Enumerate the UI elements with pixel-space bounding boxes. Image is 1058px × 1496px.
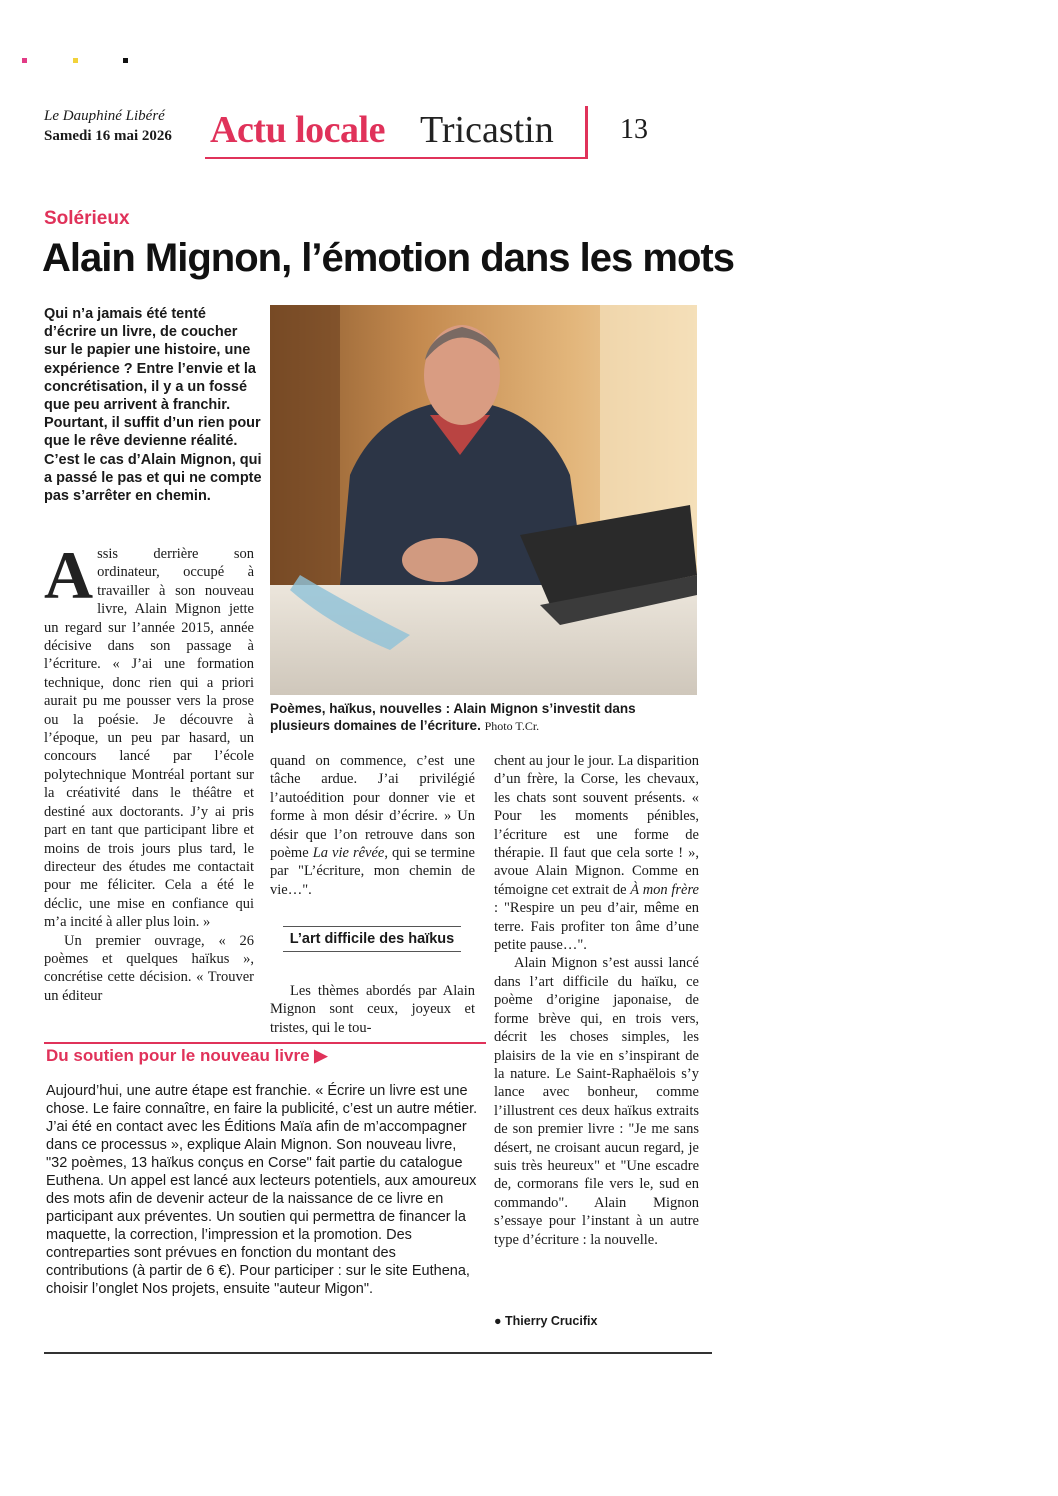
column-3-paragraph-2: Alain Mignon s’est aussi lancé dans l’art difficile du haïku, ce poème d’origine japonaise, de forme brève qui, en trois vers, décrit les choses simples, les plaisirs de la vie en s’inspirant de la nature. Le Saint-Raphaëlois s’y lance avec bonheur, comme l’illustrent ces deux haïkus extraits de son premier livre : "Je me sans désert, ne croisant aucun regard, je suis très heureux" et "Une escadre de, cormorans file vers le, sud en commando". Alain Mignon s’essaye pour l’instant à un autre type d’écriture : la nouvelle.	[494, 955, 699, 1248]
article-column-2	[270, 752, 475, 899]
issue-date: Samedi 16 mai 2026	[44, 128, 172, 144]
bottom-rule	[44, 1352, 712, 1354]
registration-mark-magenta	[22, 58, 27, 63]
portrait-illustration	[270, 305, 697, 695]
registration-mark-yellow	[73, 58, 78, 63]
box-top-rule	[44, 1042, 486, 1044]
article-column-2-continued	[270, 982, 475, 1037]
article-kicker: Solérieux	[44, 208, 130, 229]
sidebar-box-text: Aujourd’hui, une autre étape est franchie. « Écrire un livre est une chose. Le faire connaître, en faire la publicité, c’est un autre métier. J’ai été en contact avec les Éditions Maïa afin de m’accompagner dans ce processus », explique Alain Mignon. Son nouveau livre, "32 poèmes, 13 haïkus conçus en Corse" fait partie du catalogue Euthena. Un appel est lancé aux lecteurs potentiels, aux amoureux des mots afin de devenir acteur de la naissance de ce livre en participant aux préventes. Un soutien qui permettra de financer la maquette, la correction, l’impression et la promotion. Des contreparties sont prévues en fonction du montant des contributions (à partir de 6 €). Pour participer : sur le site Euthena, choisir l’onglet Nos projets, ensuite "auteur Migon".	[46, 1083, 478, 1297]
article-lead: Qui n’a jamais été tenté d’écrire un livre, de coucher sur le papier une histoire, une expérience ? Entre l’envie et la concrétisation, il y a un fossé que peu arrivent à franchir. Pourtant, il suffit d’un rien pour que le rêve devienne réalité. C’est le cas d’Alain Mignon, qui a passé le pas et qui ne compte pas s’arrêter en chemin.	[44, 306, 262, 505]
header-underline	[205, 157, 588, 159]
column-2-paragraph-1: quand on commence, c’est une tâche ardue. J’ai privilégié l’autoédition pour donner vie et forme à mon désir d’écrire. » Un désir que l’on retrouve dans son poème La vie rêvée, qui se termine par "L’écriture, mon chemin de vie…".	[270, 753, 475, 898]
article-subheading: L’art difficile des haïkus	[283, 926, 461, 952]
article-column-3	[494, 752, 699, 1249]
page-number: 13	[620, 114, 648, 145]
article-headline: Alain Mignon, l’émotion dans les mots	[42, 236, 734, 280]
photo-credit: Photo T.Cr.	[484, 719, 540, 733]
column-1-paragraph-2: Un premier ouvrage, « 26 poèmes et quelques haïkus », concrétise cette décision. « Trouver un éditeur	[44, 932, 254, 1004]
column-1-paragraph-1: Assis derrière son ordinateur, occupé à travailler à son nouveau livre, Alain Mignon jette un regard sur l’année 2015, année décisive dans son passage à l’écriture. « J’ai une formation technique, donc rien qui a priori aurait pu me pousser vers la prose ou la poésie. Je découvre à l’époque, un peu par hasard, un concours lancé par l’école polytechnique Montréal portant sur la créativité dans le théâtre et destiné aux doctorants. J’y ai pris part en tant que participant libre et moins de trois jours plus tard, le directeur des études me contactait pour me féliciter. Cela a été le déclic, une mise en confiance qui m’a incité à aller plus loin. »	[44, 537, 254, 931]
section-area: Tricastin	[420, 109, 554, 151]
drop-cap: A	[44, 537, 94, 613]
photo-caption	[270, 700, 690, 735]
section-title: Actu locale	[210, 109, 385, 151]
article-column-1	[44, 537, 254, 1005]
sidebar-box-title: Du soutien pour le nouveau livre ▶	[46, 1046, 328, 1065]
article-photo	[270, 305, 697, 695]
newspaper-name: Le Dauphiné Libéré	[44, 108, 165, 124]
caption-text: Poèmes, haïkus, nouvelles : Alain Mignon s’investit dans plusieurs domaines de l’écriture.	[270, 701, 636, 733]
column-3-paragraph-1: chent au jour le jour. La disparition d’un frère, la Corse, les chevaux, les chats sont souvent présents. « Pour les moments pénibles, l’écriture est une forme de thérapie. Il faut que cela sorte ! », avoue Alain Mignon. Comme en témoigne cet extrait de À mon frère : "Respire un peu d’air, même en terre. Fais profiter ton âme d’une petite pause…".	[494, 753, 699, 954]
header-divider	[585, 106, 588, 158]
author-signature: ● Thierry Crucifix	[494, 1314, 598, 1328]
column-2-paragraph-2: Les thèmes abordés par Alain Mignon sont ceux, joyeux et tristes, qui le tou-	[270, 983, 475, 1036]
registration-mark-black	[123, 58, 128, 63]
